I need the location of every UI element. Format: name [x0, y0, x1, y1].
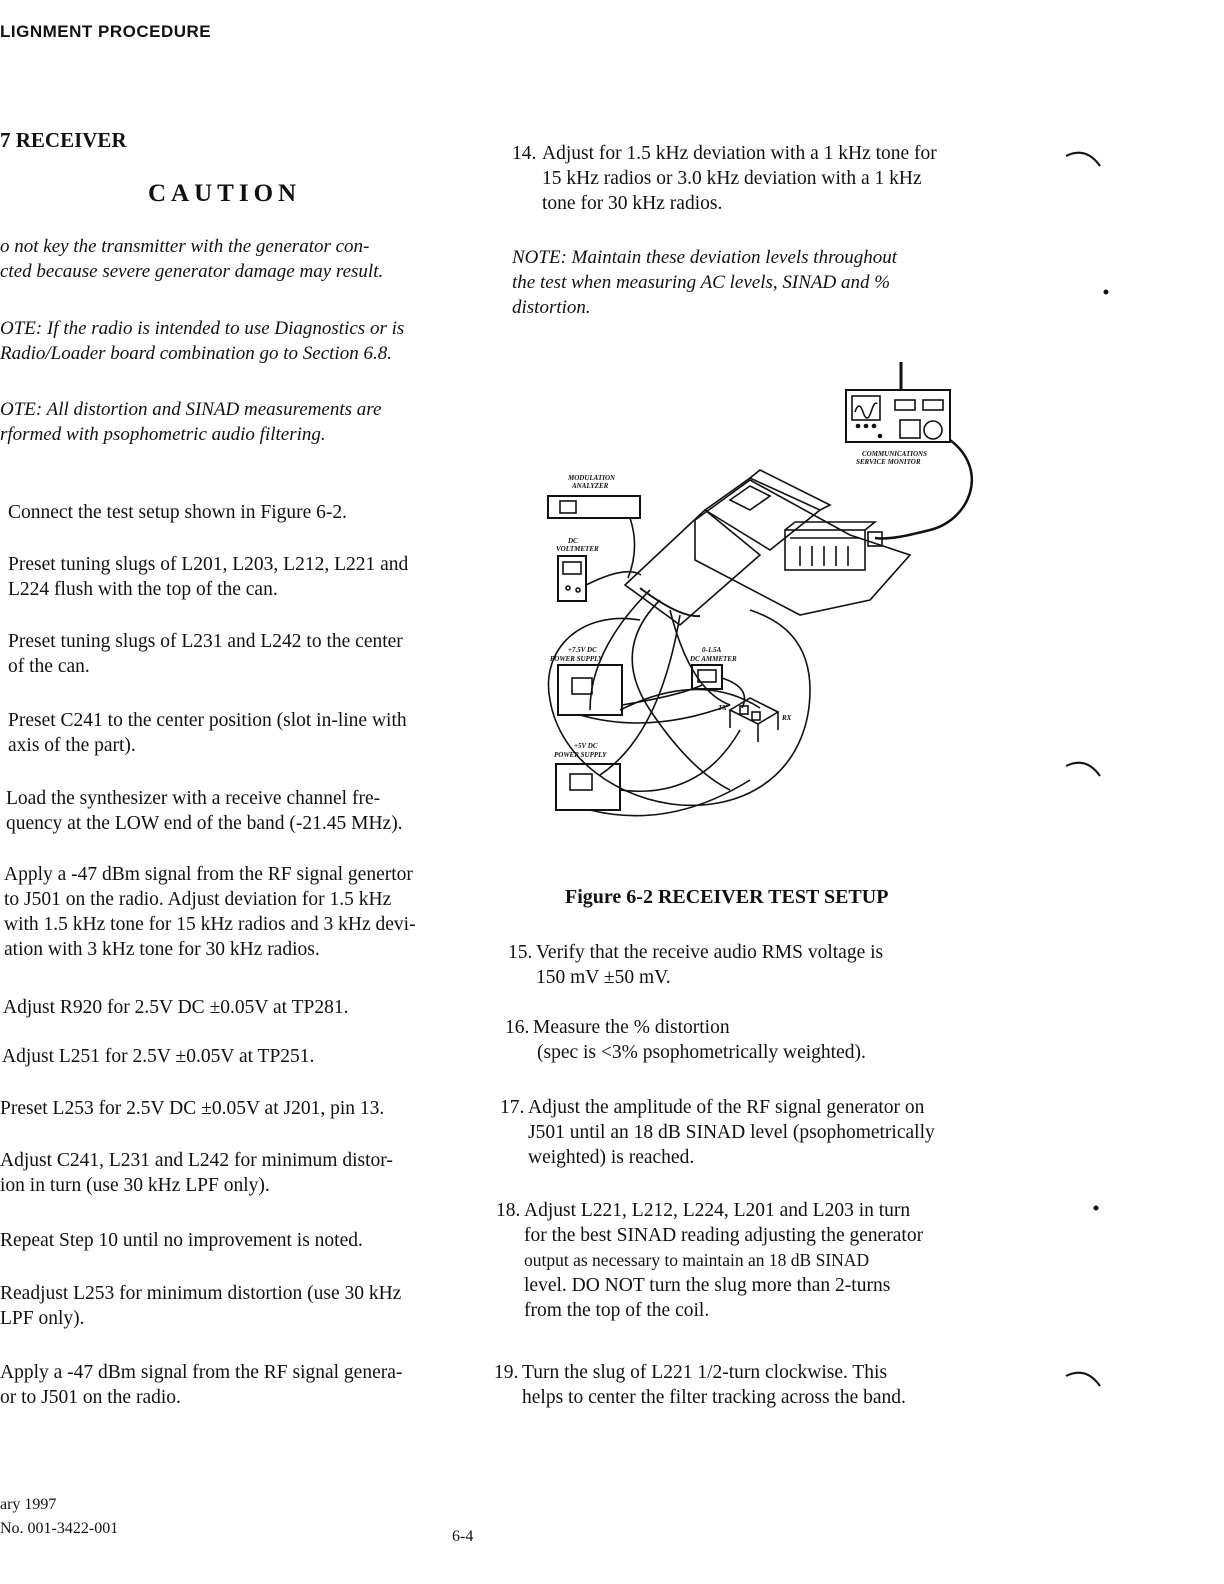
- tx-label: TX: [718, 704, 727, 712]
- step-17: 17. Adjust the amplitude of the RF signal generator on J501 until an 18 dB SINAD level (psophometrically weighted) is reached.: [500, 1097, 935, 1168]
- step-6: Apply a -47 dBm signal from the RF signal genertor to J501 on the radio. Adjust deviation for 1.5 kHz with 1.5 kHz tone for 15 kHz radios and 3 kHz devi- ation with 3 kHz tone for 30 kHz radios.: [4, 864, 416, 960]
- step-8: Adjust L251 for 2.5V ±0.05V at TP251.: [2, 1046, 315, 1067]
- page-number: 6-4: [452, 1528, 474, 1545]
- figure-caption: Figure 6-2 RECEIVER TEST SETUP: [565, 886, 889, 908]
- ps5-label-2: POWER SUPPLY: [554, 751, 607, 759]
- margin-marks: [1060, 140, 1120, 1400]
- receiver-test-setup-diagram: [520, 360, 980, 840]
- step-16: 16. Measure the % distortion (spec is <3% psophometrically weighted).: [505, 1017, 866, 1063]
- ps75-label-1: +7.5V DC: [568, 646, 597, 654]
- ps5-label-1: +5V DC: [574, 742, 598, 750]
- page-header: LIGNMENT PROCEDURE: [0, 22, 212, 41]
- step-10: Adjust C241, L231 and L242 for minimum distor- ion in turn (use 30 kHz LPF only).: [0, 1150, 393, 1196]
- footer-date: ary 1997: [0, 1496, 57, 1513]
- footer-doc-number: No. 001-3422-001: [0, 1520, 119, 1537]
- step-4: Preset C241 to the center position (slot in-line with axis of the part).: [8, 710, 407, 756]
- step-1: Connect the test setup shown in Figure 6-2.: [8, 502, 348, 523]
- power-supply-5v: [556, 764, 620, 810]
- mod-label-2: ANALYZER: [572, 482, 609, 490]
- communications-service-monitor: [846, 362, 950, 442]
- csm-label-1: COMMUNICATIONS: [862, 450, 927, 458]
- dcv-label-1: DC: [568, 537, 578, 545]
- caution-text: o not key the transmitter with the generator con- cted because severe generator damage may result.: [0, 236, 384, 282]
- step-3: Preset tuning slugs of L231 and L242 to the center of the can.: [8, 631, 403, 677]
- step-19: 19. Turn the slug of L221 1/2-turn clockwise. This helps to center the filter tracking across the band.: [494, 1362, 906, 1408]
- note-diagnostics: OTE: If the radio is intended to use Diagnostics or is Radio/Loader board combination go to Section 6.8.: [0, 318, 405, 364]
- step-14: 14. Adjust for 1.5 kHz deviation with a 1 kHz tone for 15 kHz radios or 3.0 kHz deviation with a 1 kHz tone for 30 kHz radios.: [512, 143, 937, 214]
- step-9: Preset L253 for 2.5V DC ±0.05V at J201, pin 13.: [0, 1098, 385, 1119]
- step-11: Repeat Step 10 until no improvement is noted.: [0, 1230, 363, 1251]
- note-deviation: NOTE: Maintain these deviation levels throughout the test when measuring AC levels, SINAD and % distortion.: [512, 247, 898, 318]
- caution-title: CAUTION: [148, 180, 302, 207]
- ps75-label-2: POWER SUPPLY: [550, 655, 603, 663]
- modulation-analyzer: [548, 496, 640, 518]
- dc-voltmeter: [558, 556, 586, 601]
- mod-label-1: MODULATION: [568, 474, 616, 482]
- step-5: Load the synthesizer with a receive channel fre- quency at the LOW end of the band (-21.45 MHz).: [6, 788, 403, 834]
- dcv-label-2: VOLTMETER: [556, 545, 599, 553]
- amm-label-1: 0-1.5A: [702, 646, 722, 654]
- step-13: Apply a -47 dBm signal from the RF signal genera- or to J501 on the radio.: [0, 1362, 403, 1408]
- step-18: 18. Adjust L221, L212, L224, L201 and L203 in turn for the best SINAD reading adjusting the generator output as necessary to maintain an 18 dB SINAD level. DO NOT turn the slug more than 2-turns from the top of the coil.: [496, 1200, 924, 1321]
- csm-label-2: SERVICE MONITOR: [856, 458, 921, 466]
- section-title: 7 RECEIVER: [0, 128, 127, 152]
- step-2: Preset tuning slugs of L201, L203, L212, L221 and L224 flush with the top of the can.: [8, 554, 409, 600]
- step-12: Readjust L253 for minimum distortion (use 30 kHz LPF only).: [0, 1283, 402, 1329]
- amm-label-2: DC AMMETER: [690, 655, 737, 663]
- step-15: 15. Verify that the receive audio RMS voltage is 150 mV ±50 mV.: [508, 942, 884, 988]
- step-7: Adjust R920 for 2.5V DC ±0.05V at TP281.: [3, 997, 349, 1018]
- rx-label: RX: [782, 714, 792, 722]
- note-psophometric: OTE: All distortion and SINAD measurements are rformed with psophometric audio filtering.: [0, 399, 382, 445]
- radio-board: [695, 470, 910, 615]
